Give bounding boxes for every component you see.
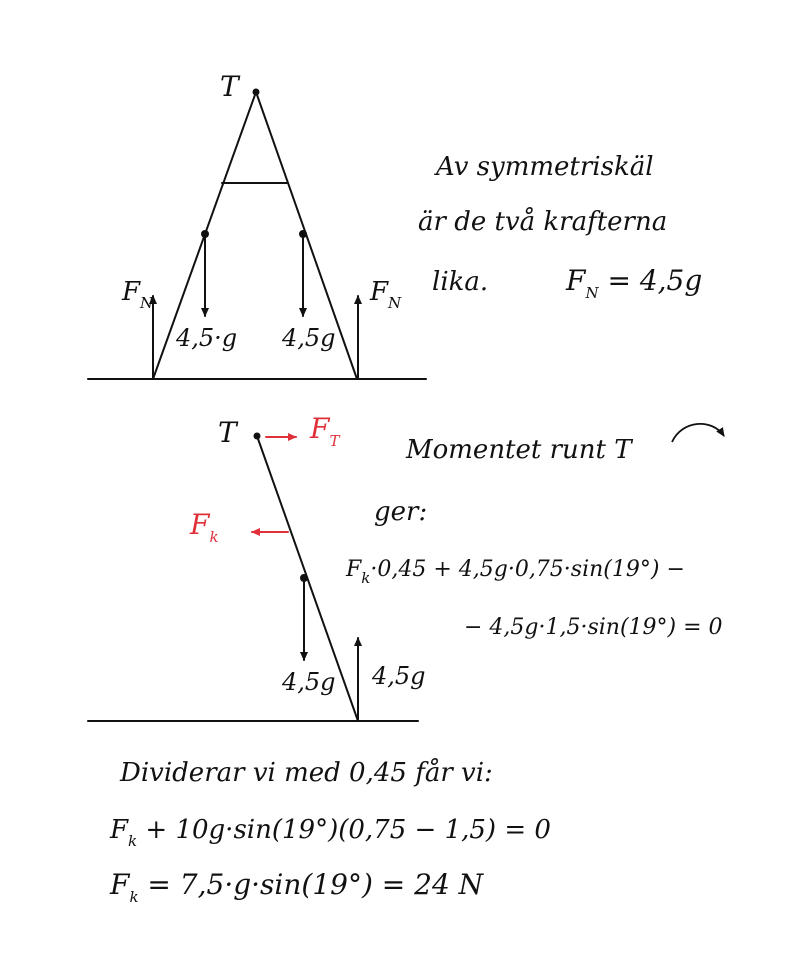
symmetry-text-line-2: är de två krafterna xyxy=(418,207,668,237)
normal-force-equation: $F_N = 4,5g$ xyxy=(566,264,703,302)
moment-equation-line-2: − 4,5g·1,5·sin(19°) = 0 xyxy=(464,615,723,640)
top-hinge-point xyxy=(254,90,259,95)
weight-label: 4,5g xyxy=(282,668,336,696)
top-point-label: T xyxy=(220,70,239,103)
left-weight-label: 4,5·g xyxy=(176,324,238,352)
friction-force-label: $F_k$ xyxy=(190,508,219,546)
tension-force-label: $F_T$ xyxy=(310,412,340,450)
rotation-arrow xyxy=(672,424,724,442)
top-point xyxy=(255,434,260,439)
symmetry-text-line-1: Av symmetriskäl xyxy=(436,152,654,182)
left-normal-force-label: $F_N$ xyxy=(122,277,154,312)
divided-equation: $F_k + 10g\cdot\sin(19^\circ)(0,75 - 1,5) = 0$ xyxy=(110,815,551,850)
right-normal-force-label: $F_N$ xyxy=(370,277,402,312)
final-result-equation: $F_k = 7,5\cdot g\cdot\sin(19^\circ) = 24$ N xyxy=(110,868,484,906)
moment-text-line-1: Momentet runt T xyxy=(406,435,632,465)
moment-equation-line-1: $F_k\cdot 0,45 + 4,5g\cdot 0,75\cdot\sin(19^\circ)$ − xyxy=(346,557,685,587)
moment-text-line-2: ger: xyxy=(374,497,428,527)
normal-force-label: 4,5g xyxy=(372,662,426,690)
top-point-label-2: T xyxy=(218,416,237,449)
right-weight-label: 4,5g xyxy=(282,324,336,352)
ladder-diagram-front xyxy=(88,90,426,380)
divide-text: Dividerar vi med 0,45 får vi: xyxy=(120,758,493,788)
symmetry-text-line-3: lika. xyxy=(432,267,489,297)
